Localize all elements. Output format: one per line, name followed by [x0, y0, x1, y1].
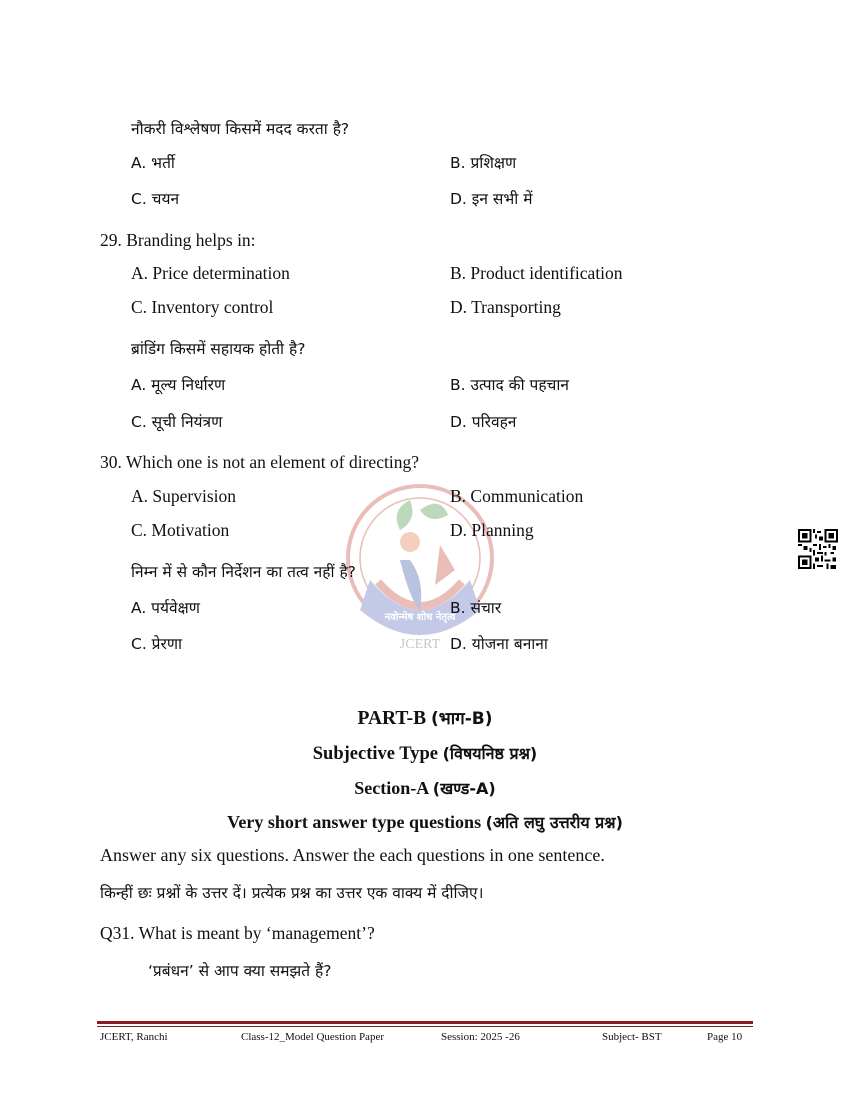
footer-subject: Subject- BST	[602, 1031, 662, 1043]
q29-option-d: D. Transporting	[450, 297, 561, 317]
footer-rule-thick	[97, 1021, 753, 1024]
part-b-subtitle-hi: (विषयनिष्ठ प्रश्न)	[442, 744, 538, 763]
footer-page-number: Page 10	[707, 1031, 743, 1043]
q31-question: Q31. What is meant by ‘management’?	[100, 923, 375, 943]
question-type-heading	[0, 811, 850, 833]
part-b-title-en: PART-B	[357, 708, 427, 729]
q28-hindi-option-d: D. इन सभी में	[450, 190, 533, 208]
watermark-text: नवोन्मेष शोध नेतृत्व	[384, 612, 456, 623]
q29-hindi-option-a: A. मूल्य निर्धारण	[131, 376, 226, 394]
qr-code-icon[interactable]	[798, 529, 838, 569]
question-type-hi: (अति लघु उत्तरीय प्रश्न)	[485, 813, 623, 832]
instruction-en: Answer any six questions. Answer the each questions in one sentence.	[100, 845, 605, 865]
q28-hindi-option-c: C. चयन	[131, 190, 180, 208]
q30-option-c: C. Motivation	[131, 520, 230, 540]
q30-question: 30. Which one is not an element of directing?	[100, 452, 419, 472]
q28-hindi-option-a: A. भर्ती	[131, 154, 175, 172]
section-a-en: Section-A	[354, 778, 429, 798]
question-type-en: Very short answer type questions	[227, 812, 482, 832]
footer-org: JCERT, Ranchi	[100, 1031, 168, 1043]
section-a-hi: (खण्ड-A)	[432, 779, 496, 798]
q29-option-c: C. Inventory control	[131, 297, 274, 317]
q29-hindi-option-b: B. उत्पाद की पहचान	[450, 376, 570, 394]
q28-hindi-question: नौकरी विश्लेषण किसमें मदद करता है?	[131, 120, 350, 138]
q30-option-b: B. Communication	[450, 486, 584, 506]
q30-hindi-option-b: B. संचार	[450, 599, 502, 617]
footer-session: Session: 2025 -26	[441, 1031, 520, 1043]
part-b-title-hi: (भाग-B)	[431, 709, 493, 729]
footer-rule-thin	[97, 1026, 753, 1027]
q30-option-a: A. Supervision	[131, 486, 236, 506]
q28-hindi-option-b: B. प्रशिक्षण	[450, 154, 517, 172]
q30-option-d: D. Planning	[450, 520, 534, 540]
q29-question: 29. Branding helps in:	[100, 230, 256, 250]
part-b-subtitle	[0, 742, 850, 765]
footer-paper: Class-12_Model Question Paper	[241, 1031, 384, 1043]
section-a-heading	[0, 777, 850, 799]
q30-hindi-option-d: D. योजना बनाना	[450, 635, 548, 653]
q30-hindi-option-c: C. प्रेरणा	[131, 635, 183, 653]
part-b-subtitle-en: Subjective Type	[312, 744, 438, 764]
q29-hindi-question: ब्रांडिंग किसमें सहायक होती है?	[131, 340, 306, 358]
q30-hindi-option-a: A. पर्यवेक्षण	[131, 599, 200, 617]
q29-option-b: B. Product identification	[450, 263, 623, 283]
instruction-hi: किन्हीं छः प्रश्नों के उत्तर दें। प्रत्येक प्रश्न का उत्तर एक वाक्य में दीजिए।	[100, 884, 484, 902]
q31-hindi-question: ‘प्रबंधन’ से आप क्या समझते हैं?	[148, 962, 332, 980]
part-b-title	[0, 706, 850, 730]
q29-hindi-option-c: C. सूची नियंत्रण	[131, 413, 223, 431]
q29-option-a: A. Price determination	[131, 263, 290, 283]
watermark-org: JCERT	[399, 637, 441, 650]
q29-hindi-option-d: D. परिवहन	[450, 413, 517, 431]
q30-hindi-question: निम्न में से कौन निर्देशन का तत्व नहीं है?	[131, 563, 356, 581]
